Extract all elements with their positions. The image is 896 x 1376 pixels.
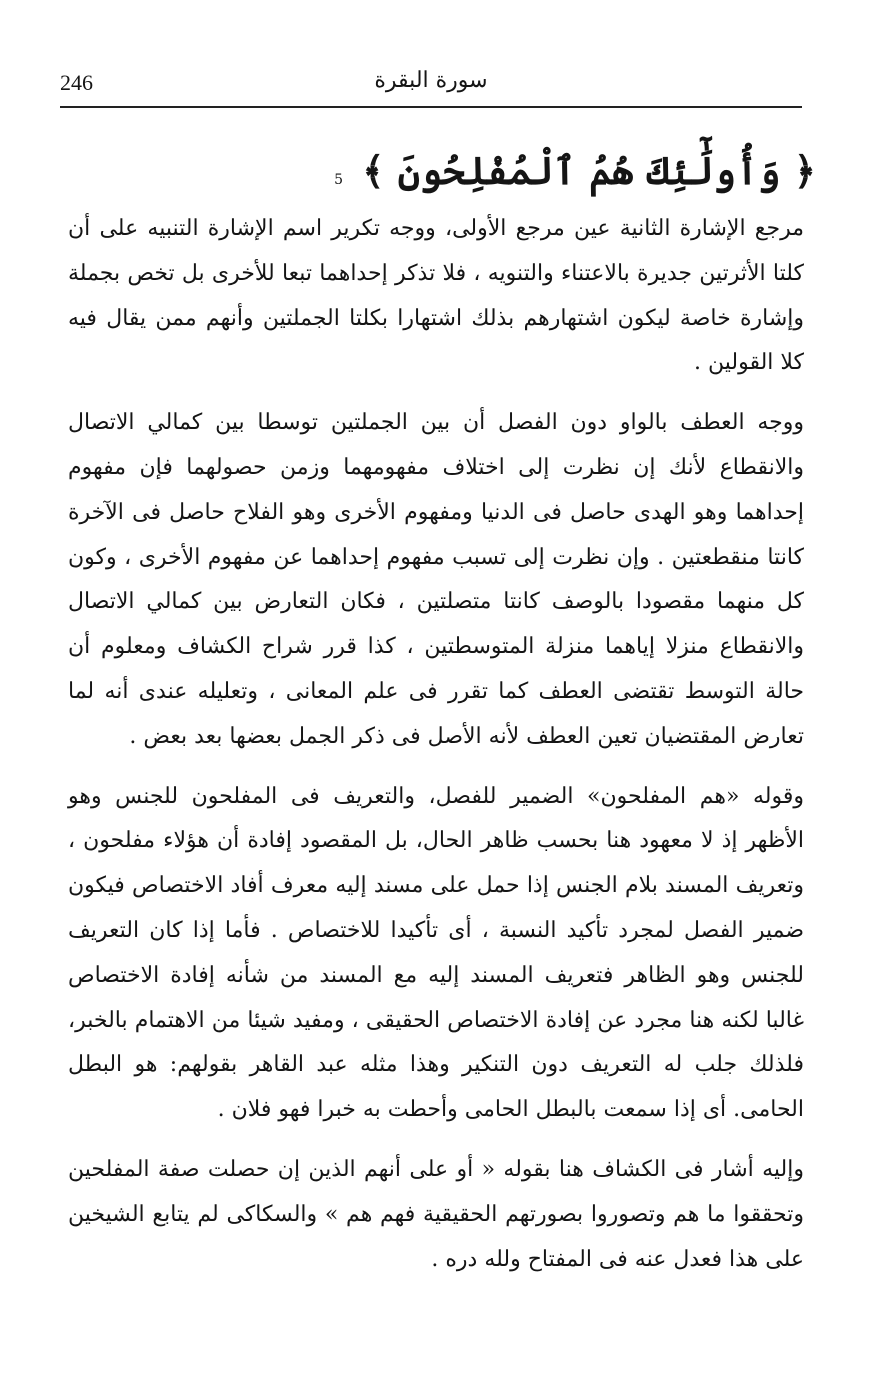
surah-title: سورة البقرة bbox=[374, 68, 488, 93]
quran-verse bbox=[176, 132, 816, 219]
paragraph-1: مرجع الإشارة الثانية عين مرجع الأولى، ووجه تكرير اسم الإشارة التنبيه على أن كلتا الأثرتين جديرة بالاعتناء والتنويه ، فلا تذكر إحداهما تبعا للأخرى بل تخص بجملة وإشارة خاصة ليكون اشتهارهم بذلك اشتهارا بكلتا الجملتين وأنهم ممن يقال فيه كلا القولين . bbox=[68, 216, 804, 376]
commentary-text bbox=[68, 207, 804, 1297]
paragraph-4: وإليه أشار فى الكشاف هنا بقوله « أو على أنهم الذين إن حصلت صفة المفلحين وتحققوا ما هم وتصوروا بصورتهم الحقيقية فهم هم » والسكاكى لم يتابع الشيخين على هذا فعدل عنه فى المفتاح ولله دره . bbox=[68, 1156, 804, 1272]
page-number: 246 bbox=[60, 70, 93, 95]
paragraph-2: ووجه العطف بالواو دون الفصل أن بين الجملتين توسطا بين كمالي الاتصال والانقطاع لأنك إن نظرت إلى اختلاف مفهومهما وزمن حصولهما فإن مفهوم إحداهما وهو الهدى حاصل فى الدنيا ومفهوم الأخرى وهو الفلاح حاصل فى الآخرة كانتا منقطعتين . وإن نظرت إلى تسبب مفهوم إحداهما عن مفهوم الأخرى ، وكون كل منهما مقصودا بالوصف كانتا متصلتين ، فكان التعارض بين كمالي الاتصال والانقطاع منزلا إياهما منزلة المتوسطتين ، كذا قرر شراح الكشاف ومعلوم أن حالة التوسط تقتضى العطف كما تقرر فى علم المعانى ، وتعليله عندى أنه لما تعارض المقتضيان تعين العطف لأنه الأصل فى ذكر الجمل بعضها بعد بعض . bbox=[68, 410, 804, 749]
paragraph-3: وقوله «هم المفلحون» الضمير للفصل، والتعريف فى المفلحون للجنس وهو الأظهر إذ لا معهود هنا بحسب ظاهر الحال، بل المقصود إفادة أن هؤلاء مفلحون ، وتعريف المسند بلام الجنس إذا حمل على مسند إليه معرف أفاد الاختصاص فيكون ضمير الفصل لمجرد تأكيد النسبة ، أى تأكيدا للاختصاص . فأما إذا كان التعريف للجنس وهو الظاهر فتعريف المسند إليه مع المسند من شأنه إفادة الاختصاص غالبا لكنه هنا مجرد عن إفادة الاختصاص الحقيقى ، ومفيد شيئا من الاهتمام بالخبر، فلذلك جلب له التعريف دون التنكير وهذا مثله عبد القاهر بقولهم: هو البطل الحامى. أى إذا سمعت بالبطل الحامى وأحطت به خبرا فهو فلان . bbox=[68, 783, 804, 1123]
running-header bbox=[60, 66, 802, 108]
verse-text: ﴿ وَأُولَٰٓئِكَ هُمُ ٱلْمُفْلِحُونَ ﴾ bbox=[362, 148, 816, 193]
verse-number: 5 bbox=[334, 172, 344, 188]
